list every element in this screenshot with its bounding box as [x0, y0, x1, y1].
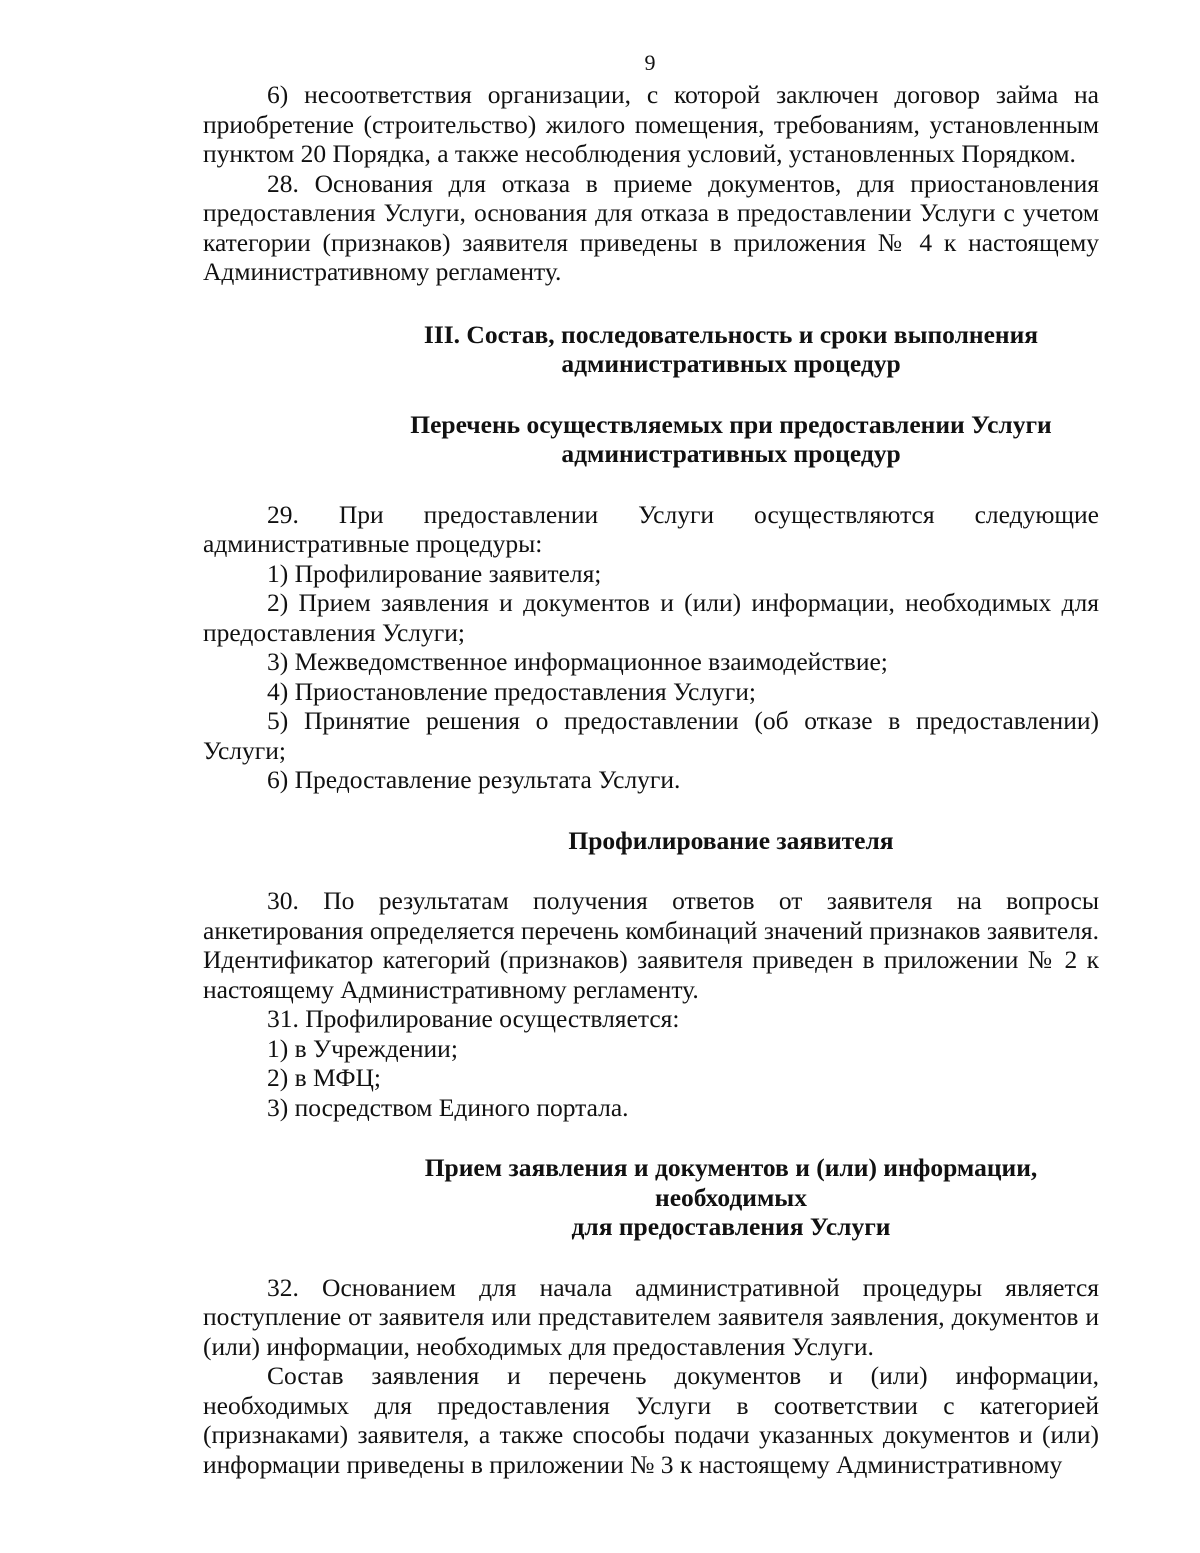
- list-item-29-3: 3) Межведомственное информационное взаимодействие;: [267, 647, 888, 676]
- list-item-29-2: 2) Прием заявления и документов и (или) информации, необходимых для предоставления Услуги;: [203, 588, 1099, 647]
- paragraph-item-6: 6) несоответствия организации, с которой заключен договор займа на приобретение (строительство) жилого помещения, требованиям, установленным пунктом 20 Порядка, а также несоблюдения условий, установленных Порядком.: [203, 80, 1099, 168]
- document-body: [203, 80, 1099, 1479]
- subheading-procedures-list-line-2: административных процедур: [561, 439, 901, 468]
- paragraph-32: 32. Основанием для начала административной процедуры является поступление от заявителя или представителем заявителя заявления, документов и (или) информации, необходимых для предоставления Услуги.: [203, 1272, 1099, 1361]
- page-number: 9: [644, 50, 656, 75]
- list-item-29-1: 1) Профилирование заявителя;: [267, 558, 602, 588]
- list-item-31-1: 1) в Учреждении;: [267, 1033, 458, 1063]
- subheading-application-intake: [203, 1153, 1099, 1242]
- section-heading-iii-line-1: III. Состав, последовательность и сроки выполнения: [423, 319, 1039, 349]
- section-heading-iii-line-2: административных процедур: [561, 349, 901, 378]
- list-item-29-6: 6) Предоставление результата Услуги.: [267, 765, 681, 794]
- paragraph-29: 29. При предоставлении Услуги осуществляются следующие административные процедуры:: [203, 499, 1099, 558]
- subheading-application-intake-line-2: для предоставления Услуги: [571, 1212, 891, 1241]
- list-item-31-2: 2) в МФЦ;: [267, 1063, 382, 1092]
- subheading-profiling-line-1: Профилирование заявителя: [568, 825, 894, 855]
- list-item-31-3: 3) посредством Единого портала.: [267, 1092, 629, 1122]
- paragraph-28: 28. Основания для отказа в приеме документов, для приостановления предоставления Услуги, основания для отказа в предоставлении Услуги с учетом категории (признаков) заявителя приведены в приложения № 4 к настоящему Административному регламенту.: [203, 168, 1099, 286]
- section-heading-iii: [203, 320, 1099, 379]
- list-item-29-4: 4) Приостановление предоставления Услуги;: [267, 676, 756, 706]
- subheading-procedures-list-line-1: Перечень осуществляемых при предоставлении Услуги: [410, 409, 1052, 439]
- subheading-application-intake-line-1: Прием заявления и документов и (или) информации, необходимых: [424, 1153, 1038, 1212]
- paragraph-31: 31. Профилирование осуществляется:: [267, 1004, 680, 1033]
- subheading-procedures-list: [203, 410, 1099, 469]
- paragraph-30: 30. По результатам получения ответов от заявителя на вопросы анкетирования определяется перечень комбинаций значений признаков заявителя. Идентификатор категорий (признаков) заявителя приведен в приложении № 2 к настоящему Административному регламенту.: [203, 886, 1099, 1004]
- subheading-profiling: [203, 826, 1099, 856]
- list-item-29-5: 5) Принятие решения о предоставлении (об отказе в предоставлении) Услуги;: [203, 706, 1099, 765]
- paragraph-32-composition: Состав заявления и перечень документов и (или) информации, необходимых для предоставления Услуги в соответствии с категорией (признаками) заявителя, а также способы подачи указанных документов и (или) информации приведены в приложении № 3 к настоящему Административному: [203, 1361, 1099, 1479]
